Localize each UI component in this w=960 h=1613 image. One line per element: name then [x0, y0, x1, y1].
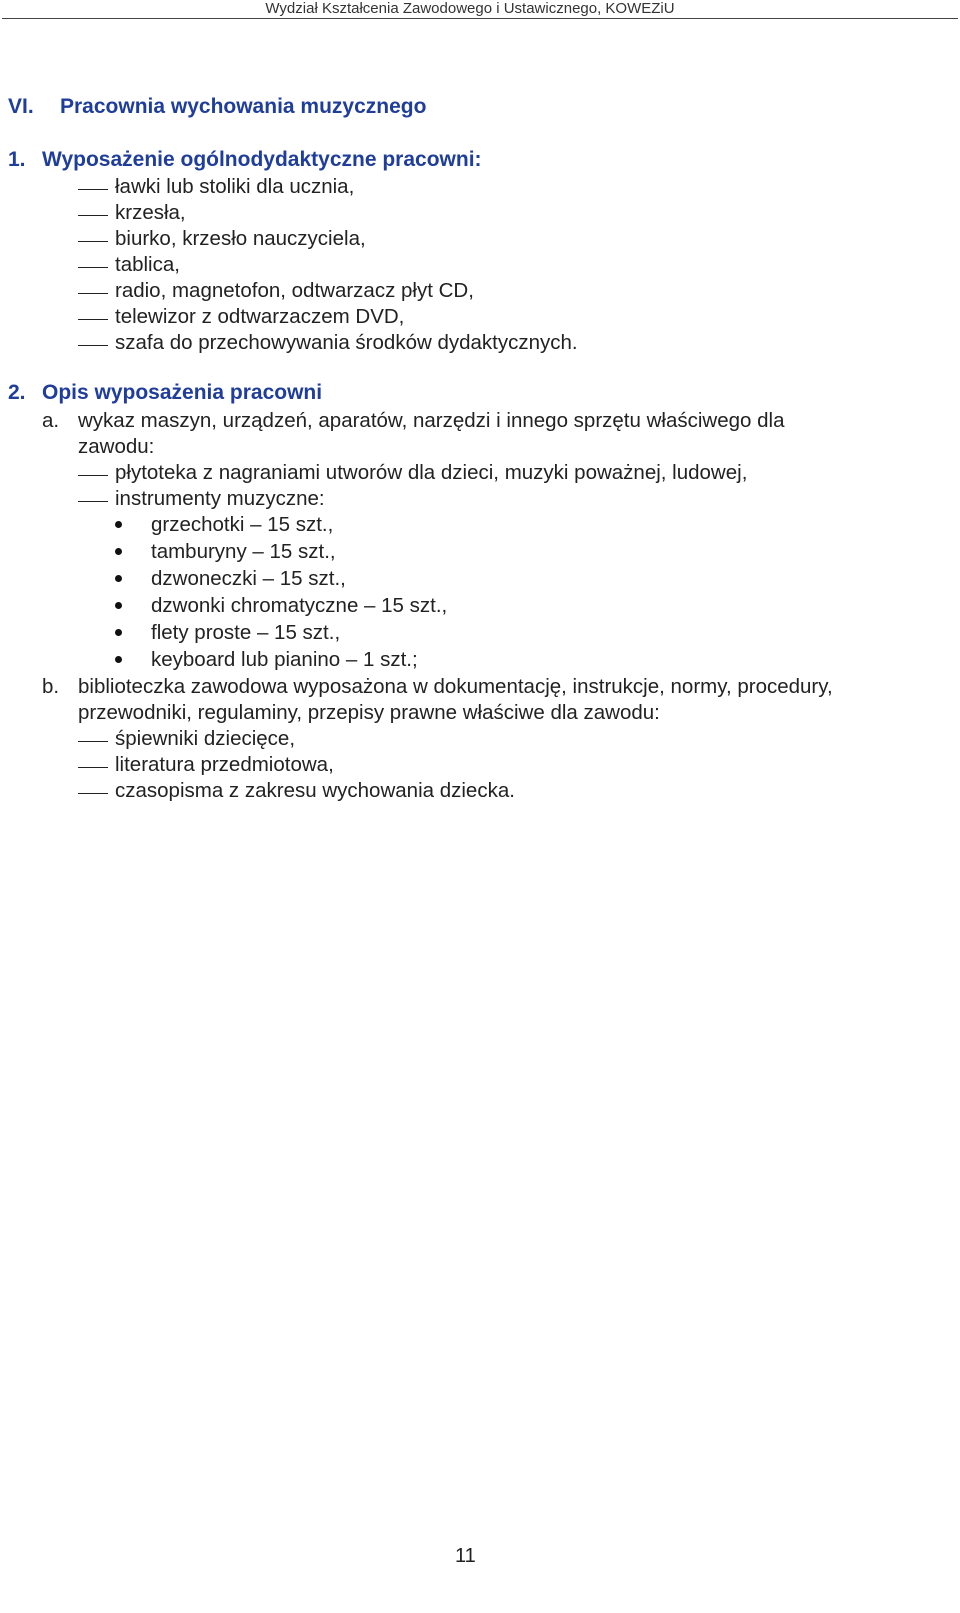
list-item-text: krzesła, — [115, 201, 186, 224]
dash-bullet — [78, 293, 108, 294]
subsection-a-text: wykaz maszyn, urządzeń, aparatów, narzędzi i innego sprzętu właściwego dla — [78, 409, 785, 432]
dash-bullet — [78, 501, 108, 502]
list-item-text: literatura przedmiotowa, — [115, 753, 334, 776]
subsection-a-letter: a. — [42, 409, 60, 432]
bullet-dot — [115, 548, 122, 555]
subsection-a-text-continued: zawodu: — [78, 435, 155, 458]
dash-bullet — [78, 215, 108, 216]
list-item-text: flety proste – 15 szt., — [151, 621, 341, 644]
list-item-text: tamburyny – 15 szt., — [151, 540, 336, 563]
dash-bullet — [78, 319, 108, 320]
page-number: 11 — [455, 1545, 476, 1567]
dash-bullet — [78, 241, 108, 242]
list-item-text: płytoteka z nagraniami utworów dla dzieci, muzyki poważnej, ludowej, — [115, 461, 748, 484]
list-item-text: tablica, — [115, 253, 180, 276]
list-item-text: grzechotki – 15 szt., — [151, 513, 334, 536]
dash-bullet — [78, 189, 108, 190]
list-item-text: czasopisma z zakresu wychowania dziecka. — [115, 779, 515, 802]
list-item-text: dzwonki chromatyczne – 15 szt., — [151, 594, 448, 617]
list-item-text: telewizor z odtwarzaczem DVD, — [115, 305, 405, 328]
list-item-text: radio, magnetofon, odtwarzacz płyt CD, — [115, 279, 474, 302]
list-item-text: ławki lub stoliki dla ucznia, — [115, 175, 355, 198]
list-item-text: śpiewniki dziecięce, — [115, 727, 296, 750]
section-1-number: 1. — [8, 148, 26, 171]
list-item-text: keyboard lub pianino – 1 szt.; — [151, 648, 418, 671]
subsection-b-text: biblioteczka zawodowa wyposażona w dokumentację, instrukcje, normy, procedury, — [78, 675, 833, 698]
dash-bullet — [78, 793, 108, 794]
bullet-dot — [115, 602, 122, 609]
dash-bullet — [78, 267, 108, 268]
list-item-text: szafa do przechowywania środków dydaktycznych. — [115, 331, 578, 354]
dash-bullet — [78, 345, 108, 346]
bullet-dot — [115, 629, 122, 636]
chapter-number: VI. — [8, 95, 34, 118]
section-1-title: Wyposażenie ogólnodydaktyczne pracowni: — [42, 148, 482, 171]
subsection-b-text-continued: przewodniki, regulaminy, przepisy prawne właściwe dla zawodu: — [78, 701, 660, 724]
dash-bullet — [78, 741, 108, 742]
list-item-text: biurko, krzesło nauczyciela, — [115, 227, 366, 250]
section-2-title: Opis wyposażenia pracowni — [42, 381, 323, 404]
section-2-number: 2. — [8, 381, 26, 404]
list-item-text: dzwoneczki – 15 szt., — [151, 567, 346, 590]
chapter-title: Pracownia wychowania muzycznego — [60, 95, 427, 118]
subsection-b-letter: b. — [42, 675, 60, 698]
dash-bullet — [78, 475, 108, 476]
header-divider — [2, 18, 958, 19]
bullet-dot — [115, 521, 122, 528]
running-header: Wydział Kształcenia Zawodowego i Ustawicznego, KOWEZiU — [265, 0, 675, 17]
dash-bullet — [78, 767, 108, 768]
bullet-dot — [115, 575, 122, 582]
bullet-dot — [115, 656, 122, 663]
list-item-text: instrumenty muzyczne: — [115, 487, 325, 510]
